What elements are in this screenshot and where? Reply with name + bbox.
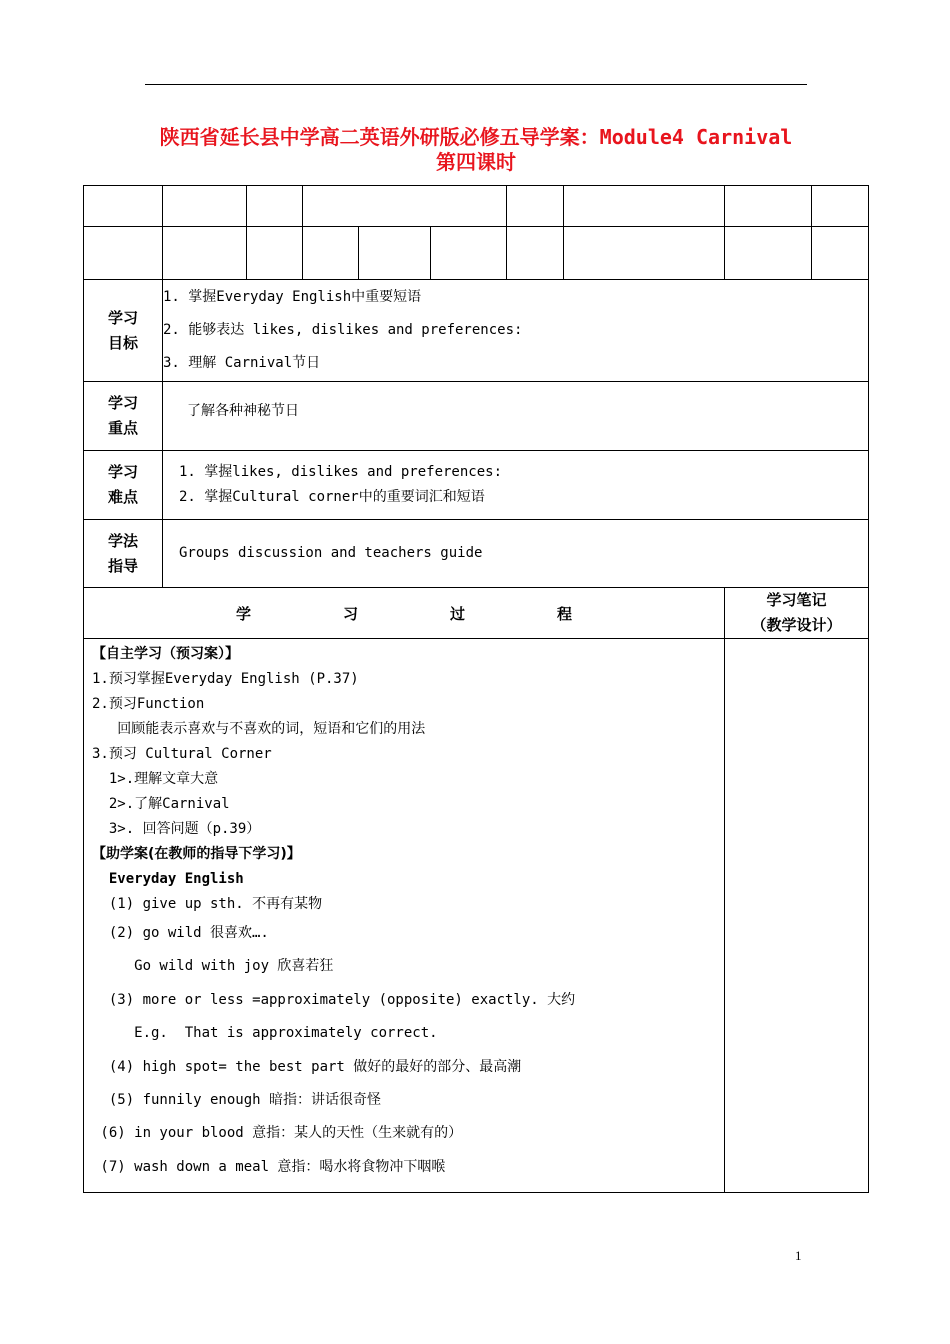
phrase-example: Go wild with joy 欣喜若狂 xyxy=(92,958,334,975)
objective-item: 3. 理解 Carnival节日 xyxy=(163,355,321,371)
difficulty-item: 2. 掌握Cultural corner中的重要词汇和短语 xyxy=(179,489,485,505)
process-header-char: 过 xyxy=(450,604,466,623)
body-line: 1>.理解文章大意 xyxy=(92,771,219,787)
process-header-char: 习 xyxy=(342,604,358,623)
method-label xyxy=(84,520,163,588)
blank-cell xyxy=(507,186,564,227)
phrase-item: (4) high spot= the best part 做好的最好的部分、最高潮 xyxy=(92,1058,522,1075)
process-header-char: 学 xyxy=(235,604,251,623)
key-points-label-line1: 学习 xyxy=(107,394,138,412)
phrase-item: (1) give up sth. 不再有某物 xyxy=(92,896,323,912)
difficulties-content xyxy=(163,451,869,520)
phrase-item: (7) wash down a meal 意指：喝水将食物冲下咽喉 xyxy=(92,1158,446,1175)
section-heading: 【助学案(在教师的指导下学习)】 xyxy=(92,846,301,862)
blank-cell xyxy=(84,227,163,280)
objectives-label-line2: 目标 xyxy=(107,333,138,352)
method-content: Groups discussion and teachers guide xyxy=(163,520,869,588)
blank-cell xyxy=(163,227,247,280)
blank-cell xyxy=(725,227,812,280)
blank-row-2 xyxy=(84,227,869,280)
process-header-row xyxy=(84,588,869,639)
blank-cell xyxy=(812,227,869,280)
lesson-plan-table xyxy=(83,185,869,1193)
body-line: 1.预习掌握Everyday English (P.37) xyxy=(92,671,359,687)
notes-body xyxy=(725,639,869,1193)
blank-cell xyxy=(725,186,812,227)
process-header-char: 程 xyxy=(557,604,573,623)
phrase-item: (2) go wild 很喜欢…. xyxy=(92,925,269,941)
body-line: 2>.了解Carnival xyxy=(92,796,230,812)
blank-cell xyxy=(247,186,303,227)
blank-cell xyxy=(564,227,725,280)
key-points-content: 了解各种神秘节日 xyxy=(163,382,869,451)
objectives-label xyxy=(84,280,163,382)
key-points-label xyxy=(84,382,163,451)
difficulties-label xyxy=(84,451,163,520)
subsection-heading: Everyday English xyxy=(92,871,244,887)
method-row xyxy=(84,520,869,588)
difficulties-label-line2: 难点 xyxy=(107,488,138,506)
objectives-row xyxy=(84,280,869,382)
notes-header xyxy=(725,588,869,639)
page-number: 1 xyxy=(795,1248,802,1263)
document-title: 陕西省延长县中学高二英语外研版必修五导学案：Module4 Carnival xyxy=(159,125,793,149)
objective-item: 1. 掌握Everyday English中重要短语 xyxy=(163,289,422,305)
key-points-row xyxy=(84,382,869,451)
difficulties-row xyxy=(84,451,869,520)
process-body-row xyxy=(84,639,869,1193)
document-subtitle: 第四课时 xyxy=(436,150,516,174)
body-line: 3.预习 Cultural Corner xyxy=(92,746,272,762)
phrase-example: E.g. That is approximately correct. xyxy=(92,1025,438,1042)
blank-row-1 xyxy=(84,186,869,227)
phrase-item: (3) more or less =approximately (opposite) exactly. 大约 xyxy=(92,991,576,1008)
blank-cell xyxy=(507,227,564,280)
objectives-label-line1: 学习 xyxy=(107,308,138,327)
blank-cell xyxy=(812,186,869,227)
section-heading: 【自主学习（预习案）】 xyxy=(92,646,239,662)
blank-cell xyxy=(431,227,507,280)
difficulty-item: 1. 掌握likes, dislikes and preferences: xyxy=(179,464,503,480)
header-rule xyxy=(145,84,807,85)
blank-cell xyxy=(564,186,725,227)
blank-cell xyxy=(303,227,359,280)
body-line: 3>. 回答问题（p.39） xyxy=(92,821,261,837)
difficulties-label-line1: 学习 xyxy=(107,463,138,481)
notes-header-line1: 学习笔记 xyxy=(766,591,827,609)
process-body xyxy=(84,639,725,1193)
body-line: 回顾能表示喜欢与不喜欢的词，短语和它们的用法 xyxy=(92,721,426,737)
objective-item: 2. 能够表达 likes, dislikes and preferences: xyxy=(163,322,523,338)
blank-cell xyxy=(247,227,303,280)
method-label-line2: 指导 xyxy=(107,556,138,575)
phrase-item: (6) in your blood 意指：某人的天性（生来就有的） xyxy=(92,1125,463,1142)
phrase-item: (5) funnily enough 暗指：讲话很奇怪 xyxy=(92,1091,382,1108)
notes-header-line2: （教学设计） xyxy=(751,616,842,634)
blank-cell xyxy=(163,186,247,227)
blank-cell xyxy=(84,186,163,227)
process-header xyxy=(84,588,725,639)
body-line: 2.预习Function xyxy=(92,696,205,712)
objectives-content xyxy=(163,280,869,382)
blank-cell xyxy=(303,186,507,227)
blank-cell xyxy=(359,227,431,280)
method-label-line1: 学法 xyxy=(107,531,138,550)
key-points-label-line2: 重点 xyxy=(107,419,138,437)
